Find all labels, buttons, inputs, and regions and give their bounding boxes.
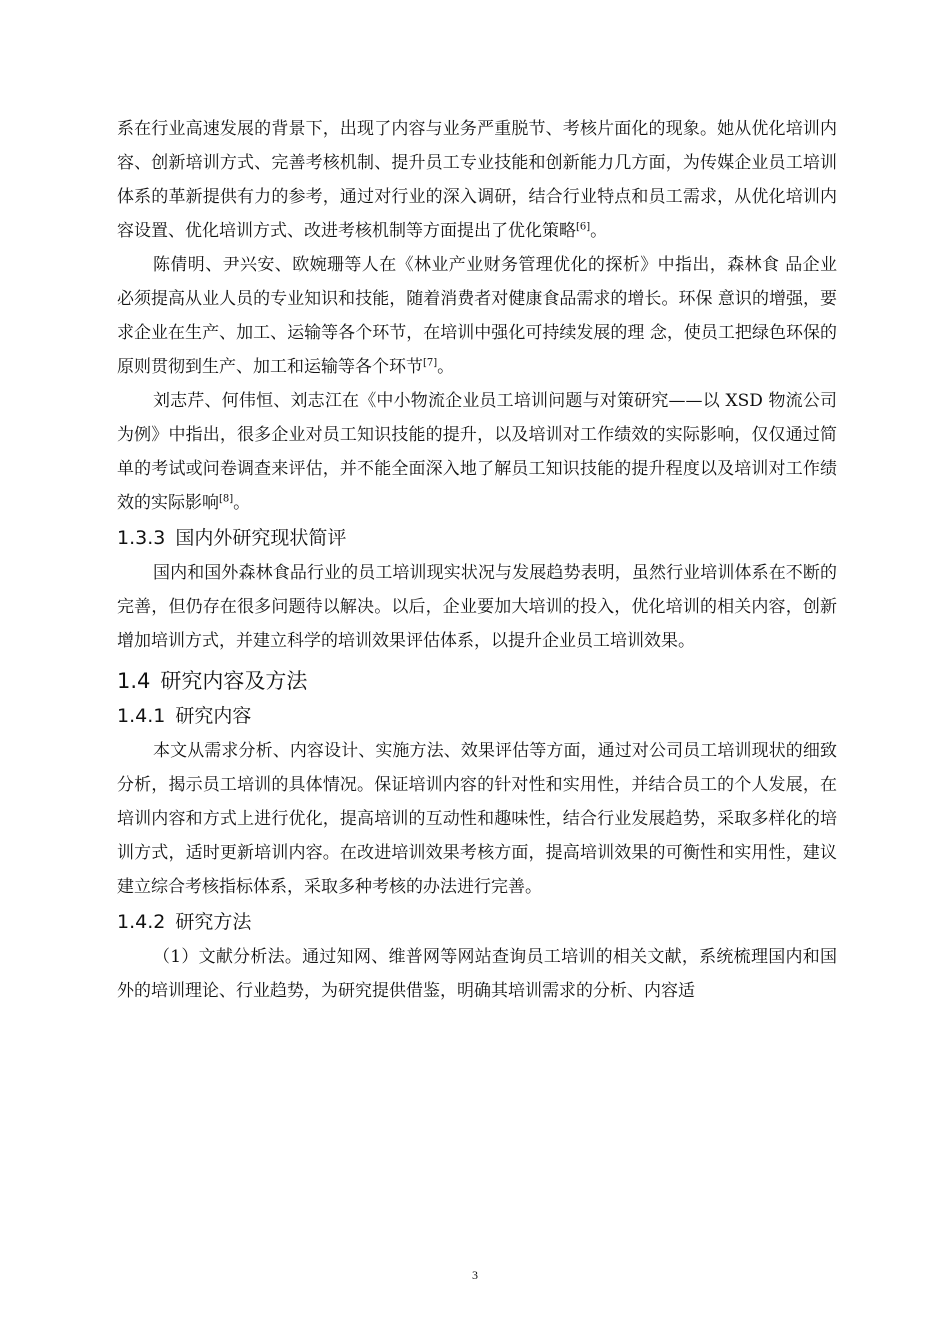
heading-number: 1.4 xyxy=(117,669,151,693)
paragraph-end: 。 xyxy=(590,221,608,241)
heading-number: 1.4.2 xyxy=(117,911,166,933)
document-page xyxy=(117,112,837,1008)
heading-number: 1.4.1 xyxy=(117,705,166,727)
paragraph-chen xyxy=(117,248,837,384)
heading-title: 国内外研究现状简评 xyxy=(175,527,347,549)
heading-title: 研究内容及方法 xyxy=(160,669,308,693)
paragraph-text: 系在行业高速发展的背景下，出现了内容与业务严重脱节、考核片面化的现象。她从优化培训内容、创新培训方式、完善考核机制、提升员工专业技能和创新能力几方面，为传媒企业员工培训体系的革新提供有力的参考，通过对行业的深入调研，结合行业特点和员工需求，从优化培训内容设置、优化培训方式、改进考核机制等方面提出了优化策略 xyxy=(117,119,837,241)
heading-title: 研究方法 xyxy=(175,911,252,933)
heading-1-4-2 xyxy=(117,908,837,936)
heading-title: 研究内容 xyxy=(175,705,252,727)
heading-number: 1.3.3 xyxy=(117,527,166,549)
paragraph-end: 。 xyxy=(437,357,455,377)
heading-1-4 xyxy=(117,666,837,696)
paragraph-text: 刘志芹、何伟恒、刘志江在《中小物流企业员工培训问题与对策研究——以 XSD 物流公司为例》中指出，很多企业对员工知识技能的提升，以及培训对工作绩效的实际影响，仅仅通过简单的考试或问卷调查来评估，并不能全面深入地了解员工知识技能的提升程度以及培训对工作绩效的实际影响 xyxy=(117,391,837,513)
citation-ref: [8] xyxy=(219,493,234,505)
paragraph-end: 。 xyxy=(233,493,251,513)
paragraph-continued xyxy=(117,112,837,248)
heading-1-3-3 xyxy=(117,524,837,552)
paragraph-text: 陈倩明、尹兴安、欧婉珊等人在《林业产业财务管理优化的探析》中指出，森林食 品企业必须提高从业人员的专业知识和技能，随着消费者对健康食品需求的增长。环保 意识的增强，要求企业在生产、加工、运输等各个环节，在培训中强化可持续发展的理 念，使员工把绿色环保的原则贯彻到生产、加工和运输等各个环节 xyxy=(117,255,837,377)
paragraph-method-literature: （1）文献分析法。通过知网、维普网等网站查询员工培训的相关文献，系统梳理国内和国外的培训理论、行业趋势，为研究提供借鉴，明确其培训需求的分析、内容适 xyxy=(117,947,837,1001)
page-number: 3 xyxy=(472,1268,478,1282)
paragraph-review: 国内和国外森林食品行业的员工培训现实状况与发展趋势表明，虽然行业培训体系在不断的完善，但仍存在很多问题待以解决。以后，企业要加大培训的投入，优化培训的相关内容，创新增加培训方式，并建立科学的培训效果评估体系，以提升企业员工培训效果。 xyxy=(117,563,837,651)
heading-1-4-1 xyxy=(117,702,837,730)
citation-ref: [6] xyxy=(576,221,591,233)
paragraph-research-content: 本文从需求分析、内容设计、实施方法、效果评估等方面，通过对公司员工培训现状的细致分析，揭示员工培训的具体情况。保证培训内容的针对性和实用性，并结合员工的个人发展，在培训内容和方式上进行优化，提高培训的互动性和趣味性，结合行业发展趋势，采取多样化的培训方式，适时更新培训内容。在改进培训效果考核方面，提高培训效果的可衡性和实用性，建议建立综合考核指标体系，采取多种考核的办法进行完善。 xyxy=(117,741,837,897)
citation-ref: [7] xyxy=(423,357,438,369)
paragraph-liu xyxy=(117,384,837,520)
